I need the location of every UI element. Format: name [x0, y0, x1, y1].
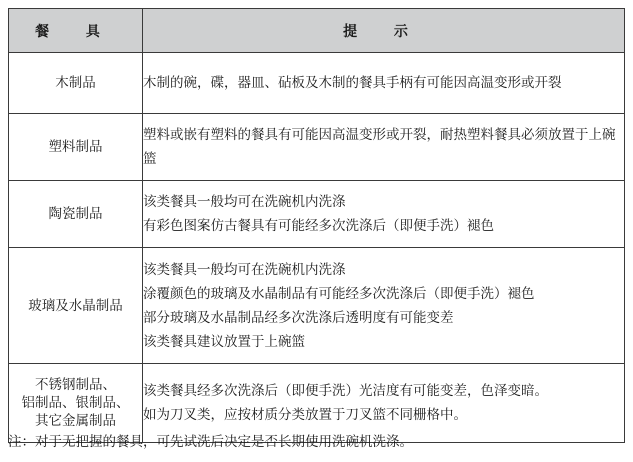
tip-text: 该类餐具一般均可在洗碗机内洗涤 [143, 194, 346, 210]
tip-text: 该类餐具建议放置于上碗篮 [143, 333, 305, 350]
table-row [9, 181, 625, 248]
tableware-guide-table [8, 8, 625, 443]
tips-cell [143, 53, 625, 114]
header-category: 餐 具 [9, 9, 143, 53]
tip-text: 有彩色图案仿古餐具有可能经多次洗涤后（即便手洗）褪色 [143, 218, 494, 234]
category-cell [9, 364, 143, 443]
table-row [9, 53, 625, 114]
tips-cell [143, 364, 625, 443]
category-label: 不锈钢制品、 [35, 377, 116, 393]
table-row [9, 364, 625, 443]
tips-cell [143, 181, 625, 248]
tip-text: 如为刀叉类，应按材质分类放置于刀叉篮不同栅格中。 [143, 407, 467, 423]
footnote: 注：对于无把握的餐具，可先试洗后决定是否长期使用洗碗机洗涤。 [8, 434, 413, 450]
category-cell [9, 181, 143, 248]
table-row [9, 114, 625, 181]
category-label: 木制品 [55, 75, 96, 91]
header-tips: 提 示 [143, 9, 625, 53]
table-row [9, 248, 625, 364]
tip-text: 塑料或嵌有塑料的餐具有可能因高温变形或开裂，耐热塑料餐具必须放置于上碗篮 [143, 127, 616, 167]
tip-text: 该类餐具一般均可在洗碗机内洗涤 [143, 261, 346, 278]
tip-text: 涂覆颜色的玻璃及水晶制品有可能经多次洗涤后（即便手洗）褪色 [143, 285, 535, 302]
category-label: 塑料制品 [48, 139, 103, 155]
category-label: 玻璃及水晶制品 [28, 297, 123, 314]
category-cell [9, 114, 143, 181]
tips-cell [143, 114, 625, 181]
tip-text: 该类餐具经多次洗涤后（即便手洗）光洁度有可能变差，色泽变暗。 [143, 383, 548, 399]
category-cell [9, 248, 143, 364]
tip-text: 木制的碗，碟，器皿、砧板及木制的餐具手柄有可能因高温变形或开裂 [143, 75, 562, 91]
table-body [9, 53, 625, 443]
table-header [9, 9, 625, 53]
tip-text: 部分玻璃及水晶制品经多次洗涤后透明度有可能变差 [143, 309, 454, 326]
tips-cell [143, 248, 625, 364]
category-label: 其它金属制品 [35, 413, 116, 429]
header-row [9, 9, 625, 53]
category-label: 铝制品、银制品、 [21, 395, 130, 411]
category-label: 陶瓷制品 [48, 206, 103, 222]
category-cell [9, 53, 143, 114]
